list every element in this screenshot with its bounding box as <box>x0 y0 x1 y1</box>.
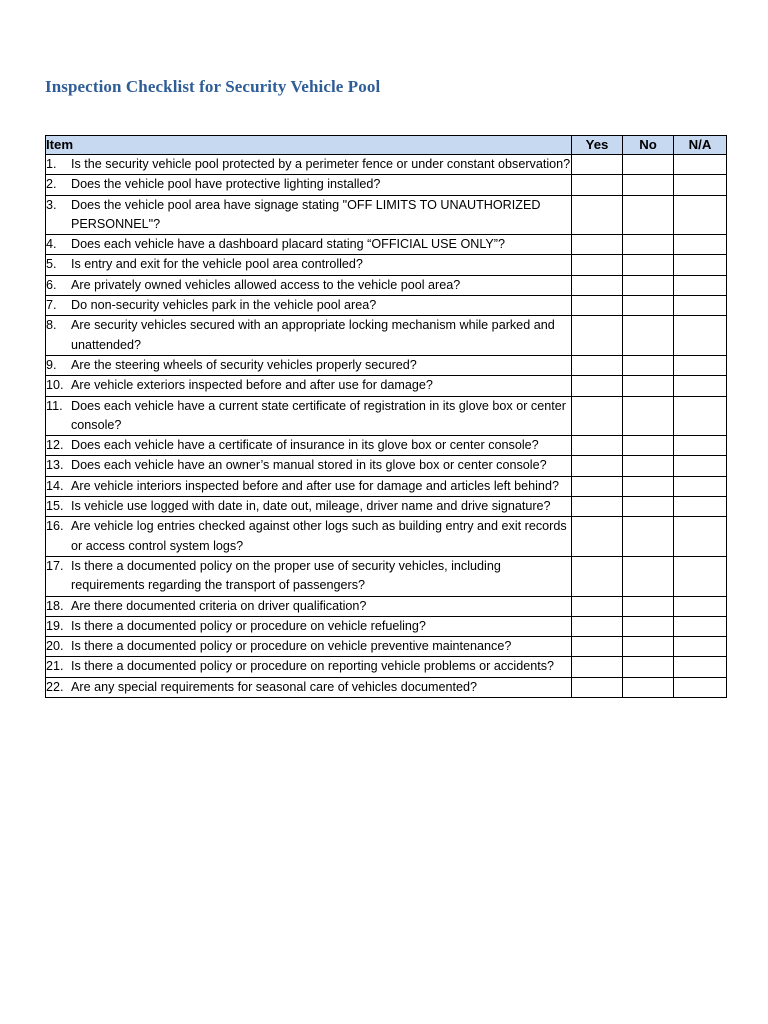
no-checkbox-cell[interactable] <box>623 316 674 356</box>
no-checkbox-cell[interactable] <box>623 517 674 557</box>
no-checkbox-cell[interactable] <box>623 616 674 636</box>
no-checkbox-cell[interactable] <box>623 396 674 436</box>
yes-checkbox-cell[interactable] <box>572 255 623 275</box>
na-checkbox-cell[interactable] <box>674 175 727 195</box>
yes-checkbox-cell[interactable] <box>572 497 623 517</box>
question <box>46 436 571 455</box>
item-cell <box>46 195 572 235</box>
question-text: Are privately owned vehicles allowed access to the vehicle pool area? <box>71 277 461 292</box>
table-row <box>46 517 727 557</box>
document-title: Inspection Checklist for Security Vehicle Pool <box>45 77 381 96</box>
no-checkbox-cell[interactable] <box>623 275 674 295</box>
no-checkbox-cell[interactable] <box>623 596 674 616</box>
question <box>46 637 571 656</box>
question-text: Is entry and exit for the vehicle pool area controlled? <box>71 257 363 272</box>
question-text: Are any special requirements for seasonal care of vehicles documented? <box>71 679 478 694</box>
item-cell <box>46 316 572 356</box>
no-checkbox-cell[interactable] <box>623 657 674 677</box>
question <box>46 617 571 636</box>
question-text: Does each vehicle have a dashboard placard stating “OFFICIAL USE ONLY”? <box>71 237 505 252</box>
item-cell <box>46 155 572 175</box>
no-checkbox-cell[interactable] <box>623 677 674 697</box>
question-text: Does each vehicle have a certificate of insurance in its glove box or center console? <box>71 438 539 453</box>
table-header-row <box>46 136 727 155</box>
na-checkbox-cell[interactable] <box>674 376 727 396</box>
question <box>46 316 571 355</box>
na-checkbox-cell[interactable] <box>674 275 727 295</box>
item-cell <box>46 657 572 677</box>
yes-checkbox-cell[interactable] <box>572 657 623 677</box>
question <box>46 175 571 194</box>
item-cell <box>46 255 572 275</box>
na-checkbox-cell[interactable] <box>674 556 727 596</box>
yes-checkbox-cell[interactable] <box>572 637 623 657</box>
na-checkbox-cell[interactable] <box>674 677 727 697</box>
question-text: Is the security vehicle pool protected by a perimeter fence or under constant observation? <box>71 157 571 171</box>
yes-checkbox-cell[interactable] <box>572 316 623 356</box>
header-item: Item <box>46 136 572 155</box>
header-na: N/A <box>674 136 727 155</box>
question <box>46 397 571 436</box>
question-number: 14. <box>46 478 64 493</box>
na-checkbox-cell[interactable] <box>674 396 727 436</box>
table-row <box>46 556 727 596</box>
header-yes: Yes <box>572 136 623 155</box>
na-checkbox-cell[interactable] <box>674 616 727 636</box>
table-row <box>46 316 727 356</box>
question-number: 7. <box>46 298 57 313</box>
yes-checkbox-cell[interactable] <box>572 596 623 616</box>
question <box>46 657 571 676</box>
na-checkbox-cell[interactable] <box>674 255 727 275</box>
no-checkbox-cell[interactable] <box>623 476 674 496</box>
no-checkbox-cell[interactable] <box>623 175 674 195</box>
na-checkbox-cell[interactable] <box>674 456 727 476</box>
no-checkbox-cell[interactable] <box>623 195 674 235</box>
question <box>46 255 571 274</box>
no-checkbox-cell[interactable] <box>623 556 674 596</box>
table-row <box>46 657 727 677</box>
item-cell <box>46 296 572 316</box>
question-number: 19. <box>46 618 64 633</box>
no-checkbox-cell[interactable] <box>623 376 674 396</box>
table-row <box>46 296 727 316</box>
question-text: Is there a documented policy or procedure on reporting vehicle problems or accidents? <box>71 659 555 674</box>
question-number: 17. <box>46 558 64 573</box>
question <box>46 497 571 516</box>
table-row <box>46 616 727 636</box>
question-number: 11. <box>46 398 63 413</box>
yes-checkbox-cell[interactable] <box>572 175 623 195</box>
question-number: 12. <box>46 438 64 453</box>
question-text: Does each vehicle have a current state certificate of registration in its glove box or center console? <box>71 398 566 432</box>
na-checkbox-cell[interactable] <box>674 657 727 677</box>
question-number: 16. <box>46 519 64 534</box>
question-text: Is vehicle use logged with date in, date out, mileage, driver name and drive signature? <box>71 499 551 514</box>
no-checkbox-cell[interactable] <box>623 355 674 375</box>
na-checkbox-cell[interactable] <box>674 596 727 616</box>
question <box>46 456 571 475</box>
question-text: Do non-security vehicles park in the vehicle pool area? <box>71 298 377 313</box>
table-body <box>46 155 727 698</box>
no-checkbox-cell[interactable] <box>623 255 674 275</box>
na-checkbox-cell[interactable] <box>674 195 727 235</box>
na-checkbox-cell[interactable] <box>674 476 727 496</box>
question <box>46 477 571 496</box>
question-text: Is there a documented policy or procedure on vehicle refueling? <box>71 618 426 633</box>
question-text: Are the steering wheels of security vehicles properly secured? <box>71 357 417 372</box>
question-number: 5. <box>46 257 57 272</box>
question-text: Are vehicle exteriors inspected before and after use for damage? <box>71 378 433 393</box>
no-checkbox-cell[interactable] <box>623 637 674 657</box>
na-checkbox-cell[interactable] <box>674 355 727 375</box>
table-row <box>46 355 727 375</box>
table-row <box>46 175 727 195</box>
item-cell <box>46 436 572 456</box>
yes-checkbox-cell[interactable] <box>572 296 623 316</box>
question-number: 21. <box>46 659 64 674</box>
table-row <box>46 677 727 697</box>
yes-checkbox-cell[interactable] <box>572 436 623 456</box>
item-cell <box>46 376 572 396</box>
item-cell <box>46 616 572 636</box>
yes-checkbox-cell[interactable] <box>572 155 623 175</box>
yes-checkbox-cell[interactable] <box>572 355 623 375</box>
question-text: Are vehicle interiors inspected before and after use for damage and articles left behind? <box>71 478 559 493</box>
yes-checkbox-cell[interactable] <box>572 275 623 295</box>
question-text: Are security vehicles secured with an appropriate locking mechanism while parked and unattended? <box>71 318 555 352</box>
table-row <box>46 396 727 436</box>
question-number: 6. <box>46 277 57 292</box>
question-number: 20. <box>46 639 64 654</box>
question-number: 3. <box>46 197 57 212</box>
question <box>46 155 571 174</box>
na-checkbox-cell[interactable] <box>674 235 727 255</box>
question <box>46 235 571 254</box>
item-cell <box>46 497 572 517</box>
table-row <box>46 497 727 517</box>
na-checkbox-cell[interactable] <box>674 316 727 356</box>
yes-checkbox-cell[interactable] <box>572 616 623 636</box>
question-text: Is there a documented policy or procedure on vehicle preventive maintenance? <box>71 639 512 654</box>
no-checkbox-cell[interactable] <box>623 296 674 316</box>
table-row <box>46 235 727 255</box>
item-cell <box>46 235 572 255</box>
question-text: Does the vehicle pool area have signage stating "OFF LIMITS TO UNAUTHORIZED PERSONNEL"? <box>71 197 541 231</box>
item-cell <box>46 355 572 375</box>
table-row <box>46 275 727 295</box>
no-checkbox-cell[interactable] <box>623 497 674 517</box>
question <box>46 678 571 697</box>
question <box>46 557 571 596</box>
question-number: 13. <box>46 458 64 473</box>
item-cell <box>46 175 572 195</box>
question-number: 8. <box>46 318 57 333</box>
item-cell <box>46 637 572 657</box>
table-row <box>46 155 727 175</box>
question <box>46 296 571 315</box>
item-cell <box>46 275 572 295</box>
yes-checkbox-cell[interactable] <box>572 396 623 436</box>
na-checkbox-cell[interactable] <box>674 637 727 657</box>
table-row <box>46 476 727 496</box>
question-number: 18. <box>46 598 64 613</box>
yes-checkbox-cell[interactable] <box>572 456 623 476</box>
no-checkbox-cell[interactable] <box>623 235 674 255</box>
question <box>46 597 571 616</box>
table-row <box>46 637 727 657</box>
question-text: Are there documented criteria on driver qualification? <box>71 598 367 613</box>
item-cell <box>46 677 572 697</box>
item-cell <box>46 517 572 557</box>
item-cell <box>46 396 572 436</box>
table-row <box>46 596 727 616</box>
inspection-checklist-table <box>45 135 727 698</box>
item-cell <box>46 556 572 596</box>
question-number: 2. <box>46 177 57 192</box>
question-text: Does each vehicle have an owner’s manual stored in its glove box or center console? <box>71 458 547 473</box>
table-row <box>46 255 727 275</box>
question-number: 9. <box>46 357 57 372</box>
table-row <box>46 376 727 396</box>
item-cell <box>46 476 572 496</box>
no-checkbox-cell[interactable] <box>623 456 674 476</box>
yes-checkbox-cell[interactable] <box>572 517 623 557</box>
question <box>46 196 571 235</box>
yes-checkbox-cell[interactable] <box>572 376 623 396</box>
table-row <box>46 436 727 456</box>
yes-checkbox-cell[interactable] <box>572 677 623 697</box>
na-checkbox-cell[interactable] <box>674 436 727 456</box>
question <box>46 376 571 395</box>
yes-checkbox-cell[interactable] <box>572 195 623 235</box>
no-checkbox-cell[interactable] <box>623 436 674 456</box>
na-checkbox-cell[interactable] <box>674 296 727 316</box>
no-checkbox-cell[interactable] <box>623 155 674 175</box>
yes-checkbox-cell[interactable] <box>572 476 623 496</box>
item-cell <box>46 596 572 616</box>
question-text: Is there a documented policy on the proper use of security vehicles, including requirements regarding the transport of passengers? <box>71 558 501 593</box>
table-row <box>46 456 727 476</box>
question-number: 10. <box>46 378 64 393</box>
question-text: Does the vehicle pool have protective lighting installed? <box>71 177 381 192</box>
table-row <box>46 195 727 235</box>
header-no: No <box>623 136 674 155</box>
item-cell <box>46 456 572 476</box>
yes-checkbox-cell[interactable] <box>572 556 623 596</box>
question <box>46 517 571 556</box>
question-number: 22. <box>46 679 64 694</box>
na-checkbox-cell[interactable] <box>674 517 727 557</box>
question-text: Are vehicle log entries checked against other logs such as building entry and exit records or access control system logs? <box>71 519 567 553</box>
question-number: 1. <box>46 157 57 171</box>
question-number: 15. <box>46 499 64 514</box>
question <box>46 356 571 375</box>
question <box>46 276 571 295</box>
yes-checkbox-cell[interactable] <box>572 235 623 255</box>
question-number: 4. <box>46 237 57 252</box>
na-checkbox-cell[interactable] <box>674 497 727 517</box>
na-checkbox-cell[interactable] <box>674 155 727 175</box>
